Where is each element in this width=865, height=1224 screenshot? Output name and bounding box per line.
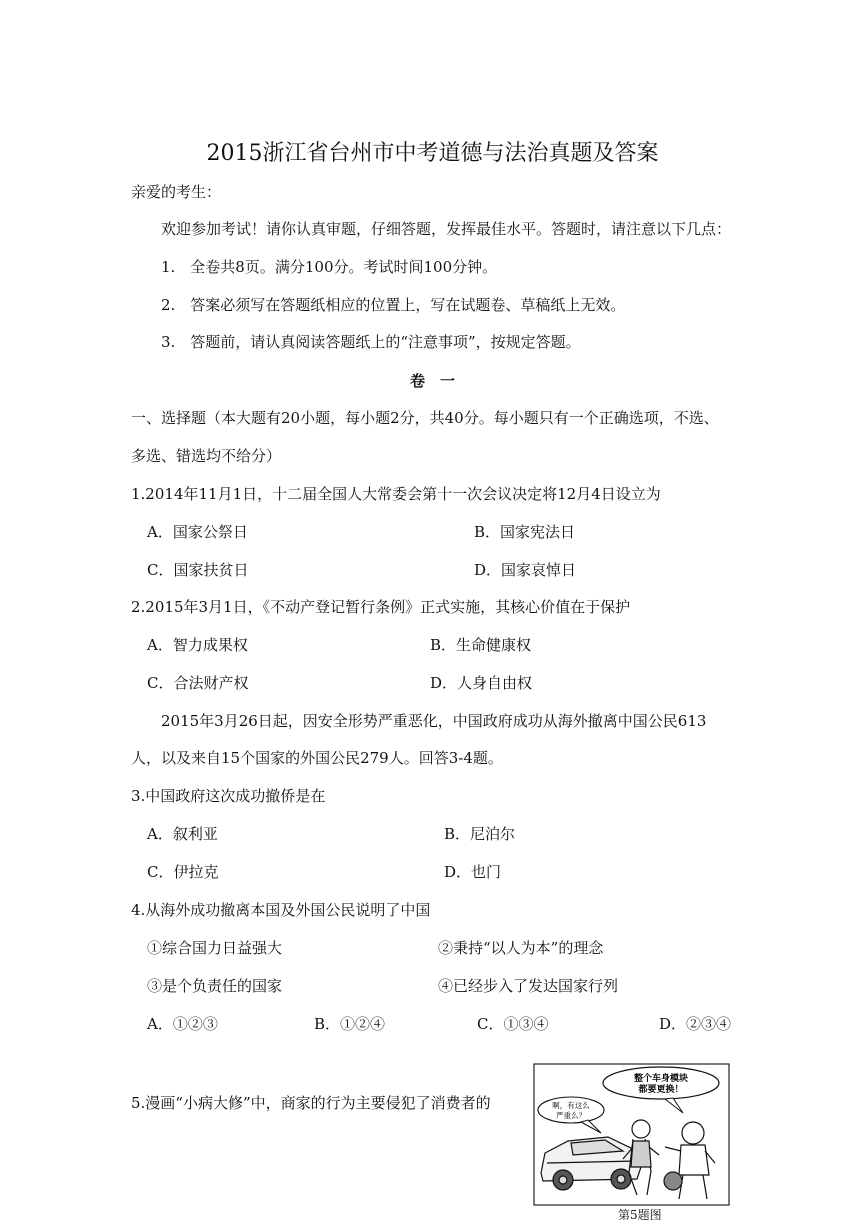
q1-option-c: C．国家扶贫日: [147, 561, 249, 579]
q3-option-a: A．叙利亚: [147, 825, 218, 843]
q4-option-a: A．①②③: [147, 1015, 218, 1033]
page-title: 2015浙江省台州市中考道德与法治真题及答案: [206, 141, 659, 166]
q4-option-c: C．①③④: [477, 1015, 549, 1033]
q2-option-d: D．人身自由权: [430, 674, 533, 692]
q2-stem: 2.2015年3月1日，《不动产登记暂行条例》正式实施，其核心价值在于保护: [131, 598, 631, 616]
q1-stem: 1.2014年11月1日，十二届全国人大常委会第十一次会议决定将12月4日设立为: [131, 485, 661, 503]
q1-option-a: A．国家公祭日: [147, 523, 248, 541]
q4-statement-1: ①综合国力日益强大: [147, 939, 283, 957]
material-line1: 2015年3月26日起，因安全形势严重恶化，中国政府成功从海外撤离中国公民613: [161, 712, 707, 730]
q2-option-b: B．生命健康权: [430, 636, 532, 654]
q5-stem: 5.漫画“小病大修”中，商家的行为主要侵犯了消费者的: [131, 1094, 491, 1112]
q1-option-d: D．国家哀悼日: [474, 561, 577, 579]
q4-statement-2: ②秉持“以人为本”的理念: [438, 939, 604, 957]
figure-caption: 第5题图: [618, 1208, 662, 1222]
q2-option-c: C．合法财产权: [147, 674, 249, 692]
note-1: 1. 全卷共8页。满分100分。考试时间100分钟。: [161, 258, 498, 276]
bubble-left-line1: 啊，有这么: [552, 1101, 590, 1110]
greeting: 亲爱的考生：: [131, 183, 222, 201]
intro-text: 欢迎参加考试！请你认真审题，仔细答题，发挥最佳水平。答题时，请注意以下几点：: [161, 220, 732, 238]
bubble-left-line2: 严重么？: [556, 1111, 586, 1120]
cartoon-illustration: [533, 1063, 730, 1206]
part1-instructions-line1: 一、选择题（本大题有20小题，每小题2分，共40分。每小题只有一个正确选项，不选、: [131, 409, 719, 427]
q3-option-c: C．伊拉克: [147, 863, 219, 881]
q4-statement-4: ④已经步入了发达国家行列: [438, 977, 619, 995]
q3-stem: 3.中国政府这次成功撤侨是在: [131, 787, 326, 805]
bubble-right-line1: 整个车身模块: [633, 1074, 689, 1084]
q4-option-b: B．①②④: [314, 1015, 386, 1033]
bubble-right-line2: 都要更换！: [638, 1085, 684, 1095]
q4-statement-3: ③是个负责任的国家: [147, 977, 283, 995]
note-3: 3. 答题前，请认真阅读答题纸上的“注意事项”，按规定答题。: [161, 333, 581, 351]
note-2: 2. 答案必须写在答题纸相应的位置上，写在试题卷、草稿纸上无效。: [161, 296, 626, 314]
section-title: 卷 一: [409, 372, 455, 390]
q1-option-b: B．国家宪法日: [474, 523, 576, 541]
q3-option-b: B．尼泊尔: [444, 825, 516, 843]
q2-option-a: A．智力成果权: [147, 636, 248, 654]
material-line2: 人，以及来自15个国家的外国公民279人。回答3-4题。: [131, 749, 503, 767]
q4-option-d: D．②③④: [659, 1015, 732, 1033]
part1-instructions-line2: 多选、错选均不给分）: [131, 447, 282, 465]
q3-option-d: D．也门: [444, 863, 502, 881]
q4-stem: 4.从海外成功撤离本国及外国公民说明了中国: [131, 901, 431, 919]
